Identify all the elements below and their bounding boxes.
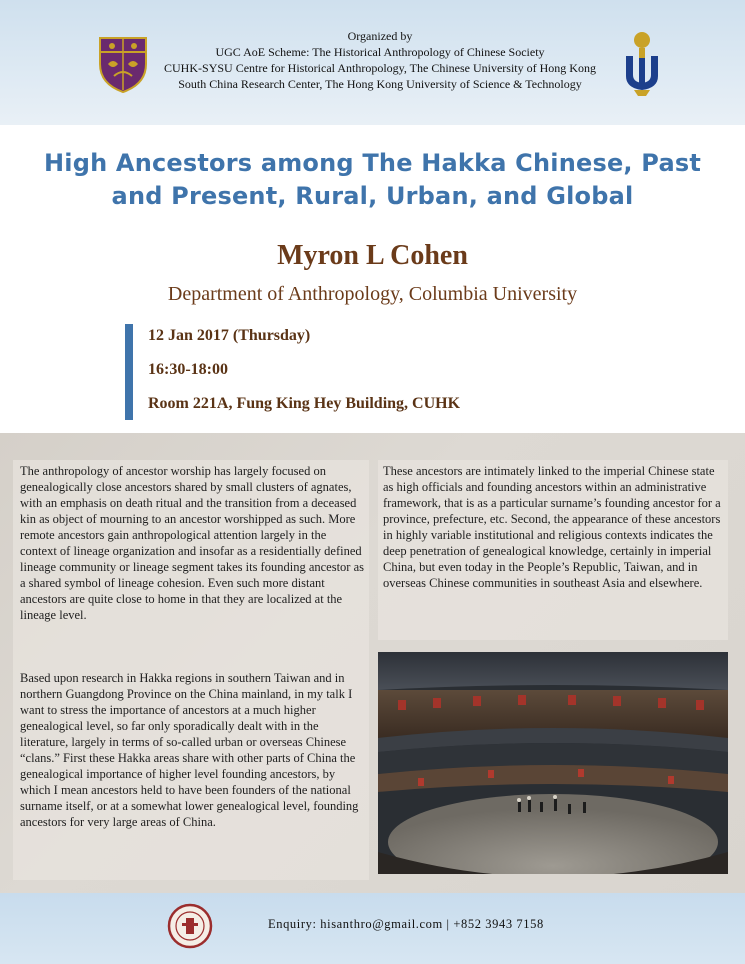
abstract-paragraph-1: The anthropology of ancestor worship has largely focused on genealogically close ancestors shared by small clusters of agnates, with an emphasis on death ritual and the transition from a deceased kin as object of mourning to an ancestor worshipped as such. More remote ancestors gain anthropological attention largely in the context of lineage organization and insofar as a residentially defined lineage community or lineage segment takes its founding ancestor as a shared symbol of lineage cohesion. Even such more distant ancestors are quite close to home in that they are localized at the lineage level. (20, 464, 365, 622)
organizer-line-3: South China Research Center, The Hong Kong University of Science & Technology (178, 77, 582, 91)
organizers-block (150, 28, 610, 92)
abstract-paragraph-3: These ancestors are intimately linked to the imperial Chinese state as high officials and founding ancestors within an administrative framework, that is as a particular surname’s founding ancestor for a province, prefecture, etc. Second, the appearance of these ancestors in highly variable institutional and religious contexts indicates the deep penetration of genealogical knowledge, certainly in imperial China, but even today in the People’s Republic, Taiwan, and in overseas Chinese communities in southeast Asia and elsewhere. (383, 464, 721, 590)
cuhk-crest-logo (94, 34, 152, 94)
centre-seal-logo (167, 903, 213, 949)
organized-label: Organized by (347, 29, 413, 43)
abstract-paragraph-2: Based upon research in Hakka regions in southern Taiwan and in northern Guangdong Province on the China mainland, in my talk I want to stress the importance of ancestors at a much higher genealogical level, so far only sporadically dealt with in the literature, largely in terms of so-called urban or overseas Chinese “clans.” First these Hakka areas share with other parts of China the genealogical importance of higher level founding ancestors, by which I mean ancestors held to have been founders of the national surname itself, or at a somewhat lower genealogical level, founding ancestors for very large areas of China. (20, 671, 359, 829)
event-venue: Room 221A, Fung King Hey Building, CUHK (148, 395, 461, 412)
hkust-logo (622, 30, 662, 96)
talk-title-line-1: High Ancestors among The Hakka Chinese, Past (44, 149, 701, 177)
enquiry-contact: Enquiry: hisanthro@gmail.com | +852 3943 7158 (268, 917, 544, 931)
speaker-name: Myron L Cohen (277, 240, 468, 271)
speaker-affiliation: Department of Anthropology, Columbia University (167, 283, 578, 305)
talk-title-line-2: and Present, Rural, Urban, and Global (111, 182, 634, 210)
event-time: 16:30-18:00 (148, 361, 228, 378)
organizer-line-2: CUHK-SYSU Centre for Historical Anthropology, The Chinese University of Hong Kong (164, 61, 596, 75)
organizer-line-1: UGC AoE Scheme: The Historical Anthropology of Chinese Society (215, 45, 545, 59)
event-date: 12 Jan 2017 (Thursday) (148, 327, 311, 344)
event-details (148, 326, 548, 428)
event-accent-bar (125, 324, 133, 420)
hakka-tulou-photo (378, 652, 728, 874)
talk-title (40, 147, 705, 213)
